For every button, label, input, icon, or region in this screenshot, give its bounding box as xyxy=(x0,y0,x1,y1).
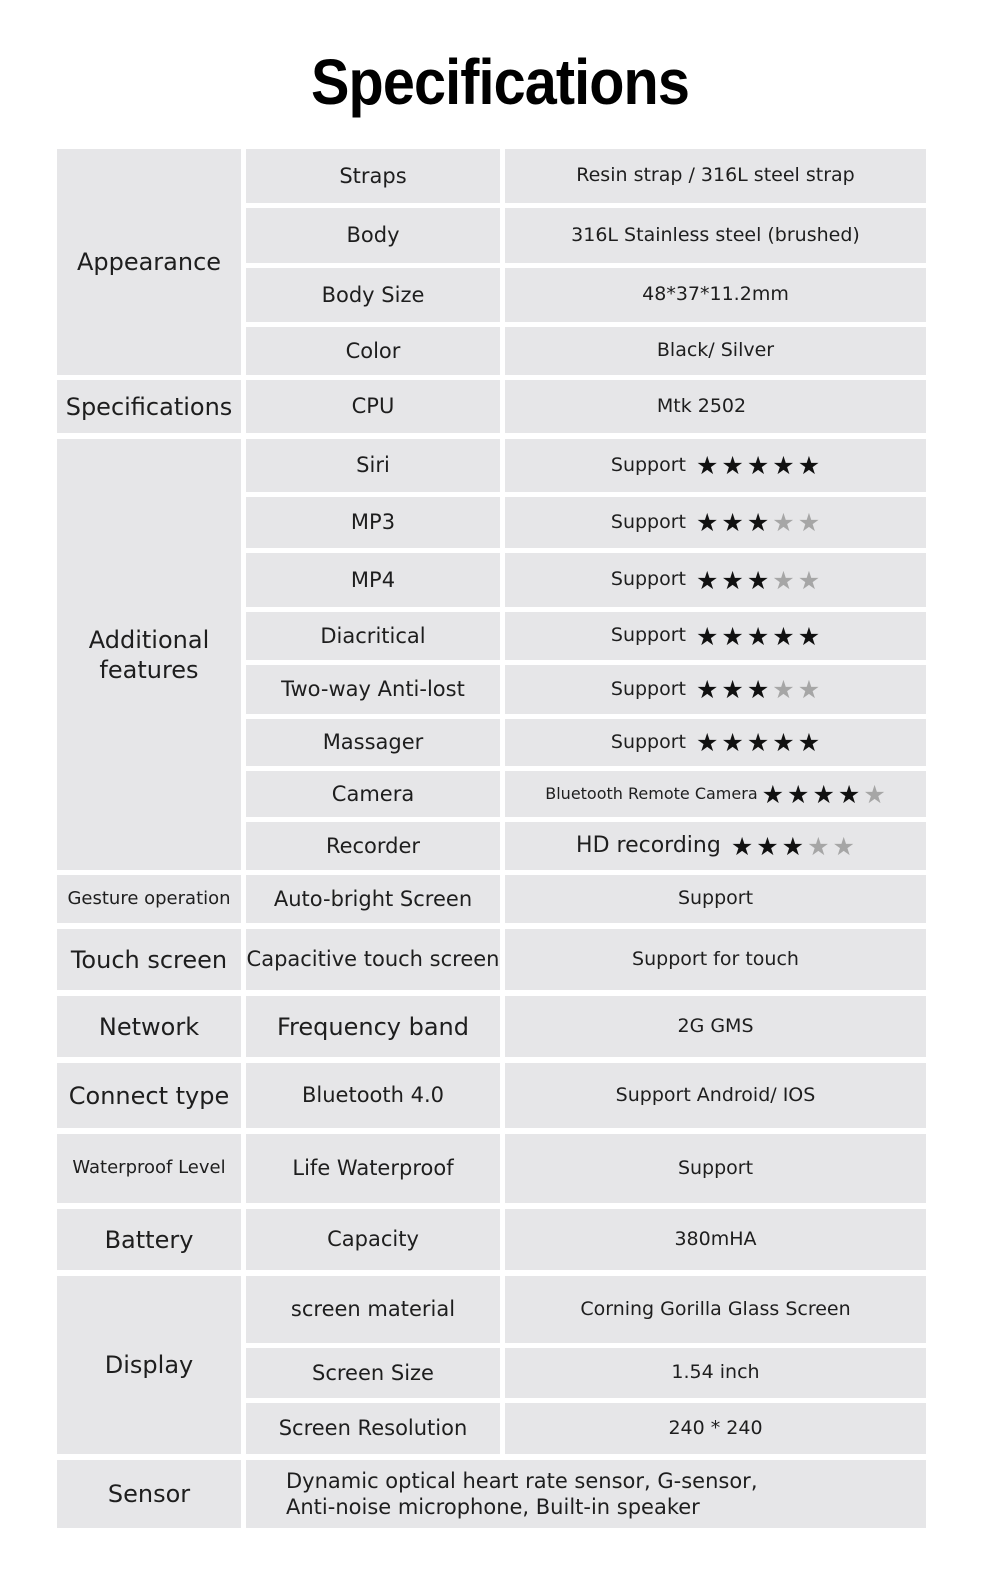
feature-label: MP3 xyxy=(350,510,396,535)
star-icon: ★ xyxy=(721,621,744,651)
feature-label: Siri xyxy=(356,453,390,478)
star-icon: ★ xyxy=(696,675,719,704)
category-label: Connect type xyxy=(68,1081,230,1110)
feature-label: Body Size xyxy=(321,282,425,307)
category-label: Battery xyxy=(104,1225,194,1254)
star-icon: ★ xyxy=(746,728,770,757)
feature-label: Bluetooth 4.0 xyxy=(301,1083,445,1108)
star-icon: ★ xyxy=(696,508,719,537)
feature-mp3 xyxy=(246,497,500,548)
value-label: 48*37*11.2mm xyxy=(642,283,789,306)
value-two-way-anti-lost xyxy=(505,665,926,714)
feature-label: Straps xyxy=(339,163,407,188)
star-icon: ★ xyxy=(772,621,795,651)
feature-camera xyxy=(246,771,500,817)
star-icon: ★ xyxy=(696,621,719,651)
value-label: Support xyxy=(610,453,686,476)
feature-life-waterproof xyxy=(246,1134,500,1203)
value-label: Support Android/ IOS xyxy=(615,1083,816,1106)
value-screen-resolution xyxy=(505,1403,926,1454)
value-mp4 xyxy=(505,553,926,607)
feature-label: Screen Size xyxy=(312,1360,434,1385)
feature-label: Frequency band xyxy=(277,1012,469,1041)
value-label: Bluetooth Remote Camera xyxy=(545,784,758,803)
feature-capacitive-touch-screen xyxy=(246,929,500,990)
value-label: 240 * 240 xyxy=(668,1416,763,1439)
feature-label: Screen Resolution xyxy=(278,1416,468,1441)
category-connect-type xyxy=(57,1063,241,1128)
category-label: Additional features xyxy=(88,625,210,684)
feature-color xyxy=(246,327,500,375)
value-label: Support xyxy=(610,730,686,753)
category-touch-screen xyxy=(57,929,241,990)
value-label: Support xyxy=(610,510,686,533)
feature-label: screen material xyxy=(290,1297,456,1322)
feature-label: Body xyxy=(346,223,400,248)
value-straps xyxy=(505,149,926,203)
value-label: Support xyxy=(610,677,686,700)
star-icon: ★ xyxy=(787,779,810,809)
category-display xyxy=(57,1276,241,1454)
category-label: Specifications xyxy=(65,392,233,421)
value-label: Support xyxy=(610,624,686,647)
value-label: Support xyxy=(610,568,686,591)
value-screen-material xyxy=(505,1276,926,1343)
feature-label: CPU xyxy=(351,394,395,419)
category-label: Network xyxy=(98,1012,200,1041)
star-icon: ★ xyxy=(863,779,886,809)
category-sensor xyxy=(57,1460,241,1528)
value-cpu xyxy=(505,380,926,433)
star-icon: ★ xyxy=(797,621,821,651)
feature-label: Capacitive touch screen xyxy=(246,947,500,972)
feature-body xyxy=(246,208,500,263)
value-massager xyxy=(505,719,926,766)
category-waterproof-level xyxy=(57,1134,241,1203)
value-label: 2G GMS xyxy=(677,1014,754,1037)
value-label: Support for touch xyxy=(632,947,799,970)
value-sensor xyxy=(246,1460,926,1528)
category-label: Gesture operation xyxy=(67,887,231,909)
category-additional-features xyxy=(57,439,241,870)
star-icon: ★ xyxy=(797,508,821,537)
star-icon: ★ xyxy=(721,675,744,704)
star-icon: ★ xyxy=(696,728,719,757)
star-icon: ★ xyxy=(772,451,795,480)
feature-label: Auto-bright Screen xyxy=(273,886,473,911)
star-rating xyxy=(696,621,821,651)
star-icon: ★ xyxy=(746,508,770,537)
star-icon: ★ xyxy=(781,831,805,861)
category-label: Sensor xyxy=(107,1480,191,1508)
star-rating xyxy=(730,831,855,861)
feature-siri xyxy=(246,439,500,492)
feature-recorder xyxy=(246,822,500,870)
feature-label: Recorder xyxy=(325,833,421,858)
star-icon: ★ xyxy=(832,831,855,861)
value-label: Support xyxy=(677,887,754,910)
value-camera xyxy=(505,771,926,817)
feature-body-size xyxy=(246,268,500,322)
category-gesture-operation xyxy=(57,875,241,923)
value-life-waterproof xyxy=(505,1134,926,1203)
star-rating xyxy=(696,730,820,755)
value-auto-bright-screen xyxy=(505,875,926,923)
category-appearance xyxy=(57,149,241,375)
value-body xyxy=(505,208,926,263)
value-siri xyxy=(505,439,926,492)
star-icon: ★ xyxy=(756,831,779,861)
value-label: Black/ Silver xyxy=(656,339,775,362)
feature-label: Color xyxy=(345,338,401,363)
value-label: 380mHA xyxy=(674,1227,757,1250)
value-mp3 xyxy=(505,497,926,548)
feature-straps xyxy=(246,149,500,203)
category-label: Waterproof Level xyxy=(72,1157,226,1179)
star-rating xyxy=(696,453,820,478)
feature-screen-resolution xyxy=(246,1403,500,1454)
value-label: Dynamic optical heart rate sensor, G-sensor, Anti-noise microphone, Built-in speaker xyxy=(286,1468,758,1519)
feature-screen-size xyxy=(246,1348,500,1398)
value-frequency-band xyxy=(505,996,926,1057)
star-rating xyxy=(761,779,886,809)
feature-screen-material xyxy=(246,1276,500,1343)
star-icon: ★ xyxy=(721,728,744,757)
feature-two-way-anti-lost xyxy=(246,665,500,714)
value-bluetooth xyxy=(505,1063,926,1128)
star-icon: ★ xyxy=(721,565,744,595)
star-icon: ★ xyxy=(761,779,785,809)
star-icon: ★ xyxy=(721,451,744,480)
feature-label: MP4 xyxy=(350,567,396,592)
feature-capacity xyxy=(246,1209,500,1270)
star-icon: ★ xyxy=(746,451,770,480)
category-label: Appearance xyxy=(76,248,222,276)
value-label: Corning Gorilla Glass Screen xyxy=(580,1297,851,1320)
feature-cpu xyxy=(246,380,500,433)
star-icon: ★ xyxy=(746,621,770,651)
star-rating xyxy=(696,565,821,595)
category-label: Touch screen xyxy=(70,945,228,974)
category-network xyxy=(57,996,241,1057)
value-diacritical xyxy=(505,612,926,660)
value-screen-size xyxy=(505,1348,926,1398)
value-capacitive-touch-screen xyxy=(505,929,926,990)
category-label: Display xyxy=(104,1351,194,1379)
page-title: Specifications xyxy=(311,46,689,118)
value-body-size xyxy=(505,268,926,322)
star-icon: ★ xyxy=(797,451,821,480)
star-icon: ★ xyxy=(746,675,770,704)
star-icon: ★ xyxy=(797,565,821,595)
value-color xyxy=(505,327,926,375)
feature-diacritical xyxy=(246,612,500,660)
value-label: 316L Stainless steel (brushed) xyxy=(571,223,860,246)
star-icon: ★ xyxy=(772,565,795,595)
star-icon: ★ xyxy=(797,728,821,757)
feature-label: Massager xyxy=(322,730,424,755)
feature-label: Capacity xyxy=(327,1227,419,1252)
feature-auto-bright-screen xyxy=(246,875,500,923)
star-icon: ★ xyxy=(721,508,744,537)
star-icon: ★ xyxy=(772,508,795,537)
feature-label: Diacritical xyxy=(320,623,426,648)
star-icon: ★ xyxy=(837,779,861,809)
feature-mp4 xyxy=(246,553,500,607)
feature-label: Two-way Anti-lost xyxy=(281,677,465,702)
feature-label: Camera xyxy=(331,781,415,806)
feature-frequency-band xyxy=(246,996,500,1057)
feature-label: Life Waterproof xyxy=(292,1156,454,1181)
value-label: Mtk 2502 xyxy=(656,394,747,417)
value-recorder xyxy=(505,822,926,870)
value-label: Support xyxy=(677,1156,754,1179)
star-icon: ★ xyxy=(797,675,821,704)
star-icon: ★ xyxy=(696,565,719,595)
category-specifications xyxy=(57,380,241,433)
feature-massager xyxy=(246,719,500,766)
star-icon: ★ xyxy=(746,565,770,595)
star-icon: ★ xyxy=(807,831,830,861)
category-battery xyxy=(57,1209,241,1270)
value-capacity xyxy=(505,1209,926,1270)
value-label: 1.54 inch xyxy=(671,1361,760,1384)
star-rating xyxy=(696,677,820,702)
star-icon: ★ xyxy=(696,451,719,480)
star-icon: ★ xyxy=(812,779,835,809)
feature-bluetooth xyxy=(246,1063,500,1128)
star-icon: ★ xyxy=(772,675,795,704)
value-label: HD recording xyxy=(576,833,721,859)
star-icon: ★ xyxy=(772,728,795,757)
star-rating xyxy=(696,510,820,535)
star-icon: ★ xyxy=(730,831,754,861)
value-label: Resin strap / 316L steel strap xyxy=(576,164,855,187)
